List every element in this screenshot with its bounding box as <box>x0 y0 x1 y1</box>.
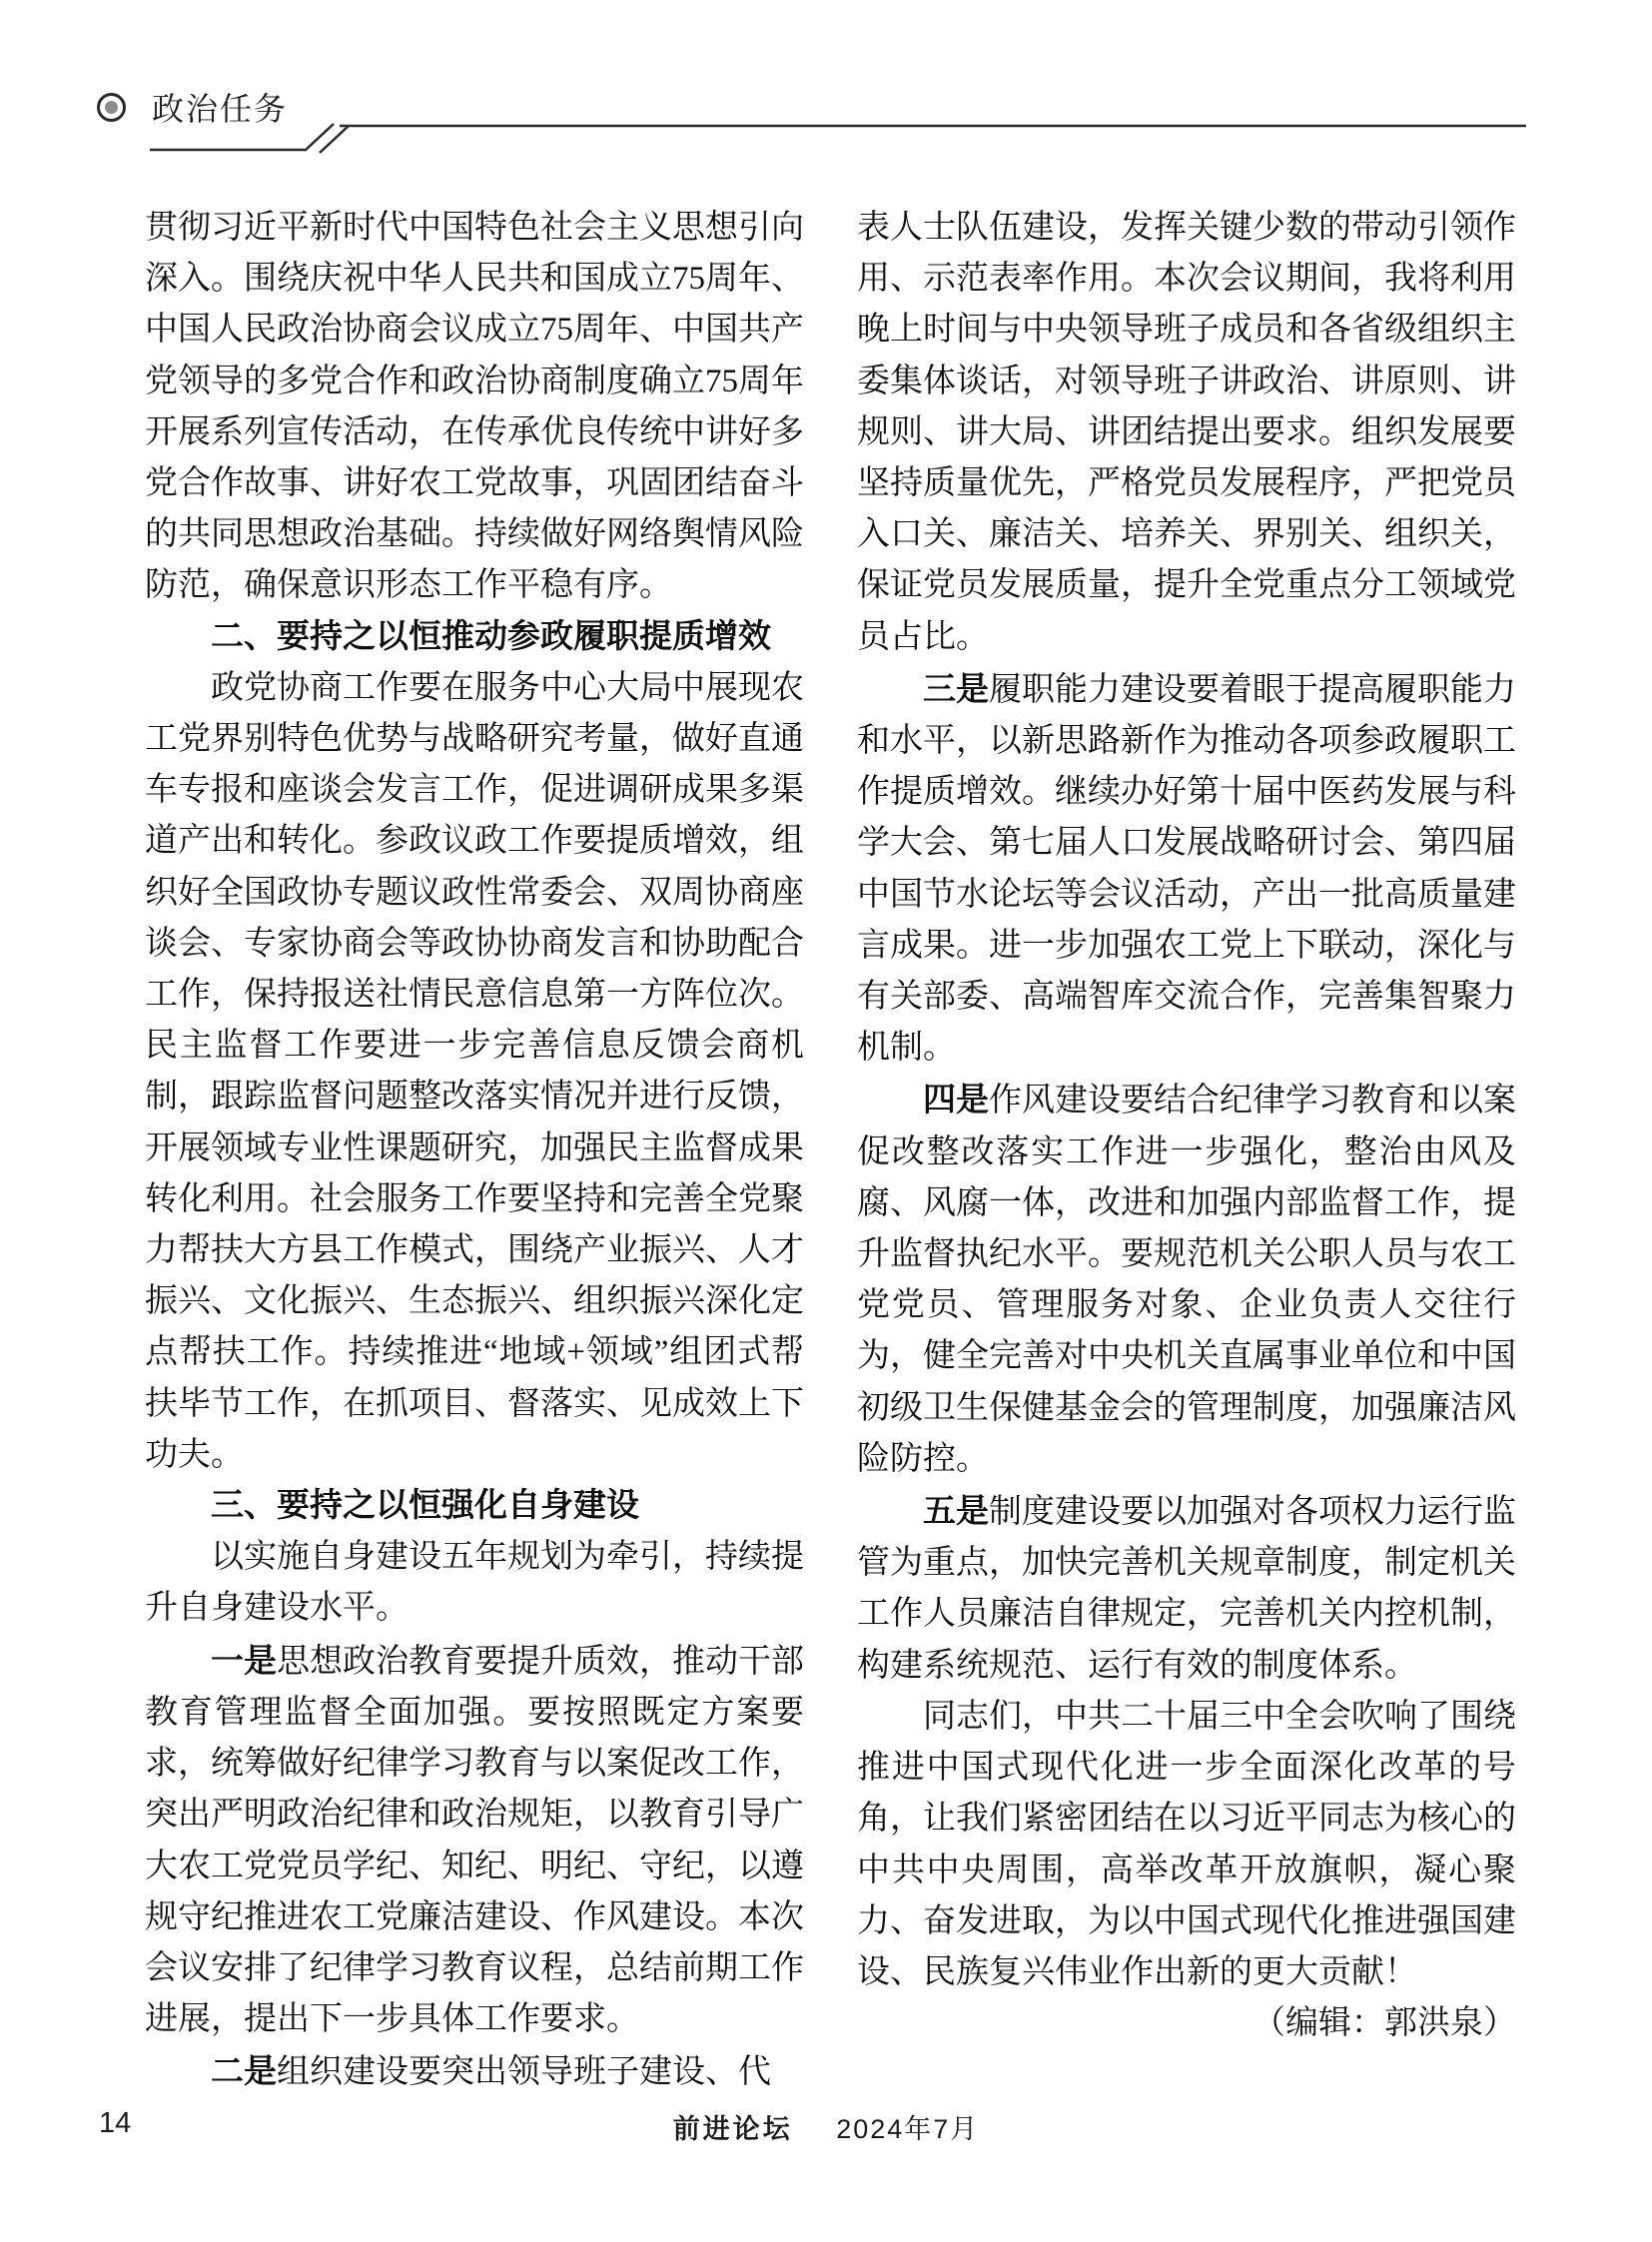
issue-date: 2024年7月 <box>836 2114 980 2144</box>
footer <box>0 2107 1652 2146</box>
section-label: 政治任务 <box>152 91 289 127</box>
body-paragraph: 以实施自身建设五年规划为牵引，持续提升自身建设水平。 <box>145 1539 804 1627</box>
body-paragraph: 同志们，中共二十届三中全会吹响了围绕推进中国式现代化进一步全面深化改革的号角，让我们紧密团结在以习近平同志为核心的中共中央周围，高举改革开放旗帜，凝心聚力、奋发进取，为以中国式现代化推进强国建设、民族复兴伟业作出新的更大贡献！ <box>857 1698 1516 1990</box>
section-heading: 三、要持之以恒强化自身建设 <box>211 1488 639 1525</box>
body-paragraph: 四是作风建设要结合纪律学习教育和以案促改整改落实工作进一步强化，整治由风及腐、风腐一体，改进和加强内部监督工作，提升监督执纪水平。要规范机关公职人员与农工党党员、管理服务对象、企业负责人交往行为，健全完善对中央机关直属事业单位和中国初级卫生保健基金会的管理制度，加强廉洁风险防控。 <box>857 1081 1516 1477</box>
article-column-left <box>145 203 804 2099</box>
editor-note: （编辑：郭洪泉） <box>1252 2005 1516 2042</box>
journal-name: 前进论坛 <box>672 2114 793 2144</box>
header-rule <box>0 0 1652 170</box>
body-paragraph: 五是制度建设要以加强对各项权力运行监管为重点，加快完善机关规章制度，制定机关工作人员廉洁自律规定，完善机关内控机制，构建系统规范、运行有效的制度体系。 <box>857 1492 1516 1684</box>
paragraph-lead: 四是 <box>923 1081 989 1119</box>
paragraph-lead: 五是 <box>923 1492 989 1530</box>
body-paragraph: 三是履职能力建设要着眼于提高履职能力和水平，以新思路新作为推动各项参政履职工作提质增效。继续办好第十届中医药发展与科学大会、第七届人口发展战略研讨会、第四届中国节水论坛等会议活动，产出一批高质量建言成果。进一步加强农工党上下联动，深化与有关部委、高端智库交流合作，完善集智聚力机制。 <box>857 669 1516 1067</box>
body-paragraph: 贯彻习近平新时代中国特色社会主义思想引向深入。围绕庆祝中华人民共和国成立75周年、中国人民政治协商会议成立75周年、中国共产党领导的多党合作和政治协商制度确立75周年开展系列宣传活动，在传承优良传统中讲好多党合作故事、讲好农工党故事，巩固团结奋斗的共同思想政治基础。持续做好网络舆情风险防范，确保意识形态工作平稳有序。 <box>145 210 804 604</box>
article-column-right <box>857 203 1516 2049</box>
body-paragraph: 政党协商工作要在服务中心大局中展现农工党界别特色优势与战略研究考量，做好直通车专报和座谈会发言工作，促进调研成果多渠道产出和转化。参政议政工作要提质增效，组织好全国政协专题议政性常委会、双周协商座谈会、专家协商会等政协协商发言和协助配合工作，保持报送社情民意信息第一方阵位次。民主监督工作要进一步完善信息反馈会商机制，跟踪监督问题整改落实情况并进行反馈，开展领域专业性课题研究，加强民主监督成果转化利用。社会服务工作要坚持和完善全党聚力帮扶大方县工作模式，围绕产业振兴、人才振兴、文化振兴、生态振兴、组织振兴深化定点帮扶工作。持续推进“地域+领域”组团式帮扶毕节工作，在抓项目、督落实、见成效上下功夫。 <box>145 669 804 1473</box>
paragraph-lead: 二是 <box>211 2052 277 2090</box>
body-paragraph: 二是组织建设要突出领导班子建设、代 <box>211 2052 771 2091</box>
paragraph-lead: 三是 <box>923 669 989 707</box>
body-paragraph: 一是思想政治教育要提升质效，推动干部教育管理监督全面加强。要按照既定方案要求，统筹做好纪律学习教育与以案促改工作，突出严明政治纪律和政治规矩，以教育引导广大农工党党员学纪、知纪、明纪、守纪，以遵规守纪推进农工党廉洁建设、作风建设。本次会议安排了纪律学习教育议程，总结前期工作进展，提出下一步具体工作要求。 <box>145 1641 804 2038</box>
page-number: 14 <box>99 2107 132 2139</box>
body-paragraph: 表人士队伍建设，发挥关键少数的带动引领作用、示范表率作用。本次会议期间，我将利用晚上时间与中央领导班子成员和各省级组织主委集体谈话，对领导班子讲政治、讲原则、讲规则、讲大局、讲团结提出要求。组织发展要坚持质量优先，严格党员发展程序，严把党员入口关、廉洁关、培养关、界别关、组织关，保证党员发展质量，提升全党重点分工领域党员占比。 <box>857 210 1516 655</box>
paragraph-lead: 一是 <box>211 1641 277 1679</box>
section-heading: 二、要持之以恒推动参政履职提质增效 <box>211 618 771 655</box>
